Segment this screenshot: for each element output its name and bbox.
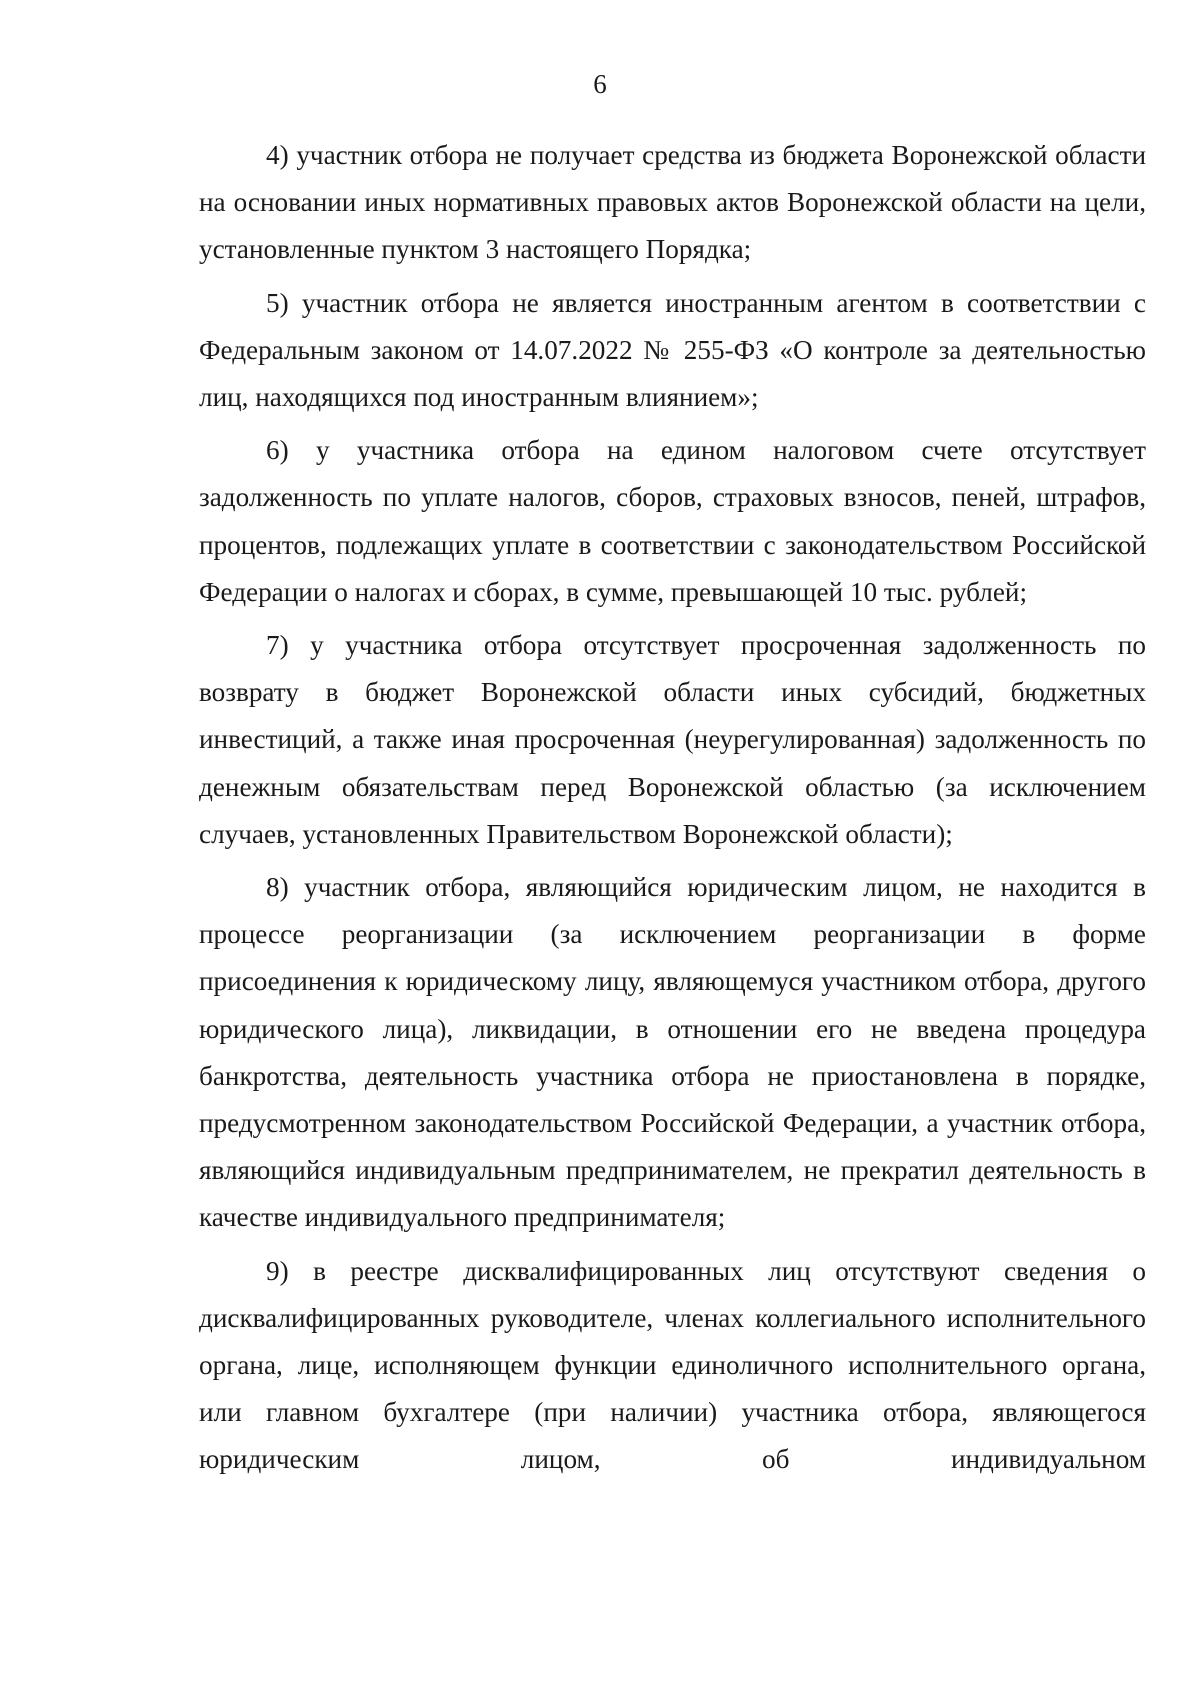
paragraph-item-9: 9) в реестре дисквалифицированных лиц отсутствуют сведения о дисквалифицированных руководителе, членах коллегиального исполнительного органа, лице, исполняющем функции единоличного исполнительного органа, или главном бухгалтере (при наличии) участника отбора, являющегося юридическим лицом, об индивидуальном [199, 1255, 1146, 1475]
paragraph-item-6: 6) у участника отбора на едином налоговом счете отсутствует задолженность по уплате налогов, сборов, страховых взносов, пеней, штрафов, процентов, подлежащих уплате в соответствии с законодательством Российской Федерации о налогах и сборах, в сумме, превышающей 10 тыс. рублей; [199, 435, 1146, 607]
paragraph-item-5: 5) участник отбора не является иностранным агентом в соответствии с Федеральным законом от 14.07.2022 № 255-ФЗ «О контроле за деятельностью лиц, находящихся под иностранным влиянием»; [199, 287, 1146, 413]
document-body [199, 132, 1146, 1484]
paragraph-item-8: 8) участник отбора, являющийся юридическим лицом, не находится в процессе реорганизации (за исключением реорганизации в форме присоединения к юридическому лицу, являющемуся участником отбора, другого юридического лица), ликвидации, в отношении его не введена процедура банкротства, деятельность участника отбора не приостановлена в порядке, предусмотренном законодательством Российской Федерации, а участник отбора, являющийся индивидуальным предпринимателем, не прекратил деятельность в качестве индивидуального предпринимателя; [199, 872, 1146, 1233]
paragraph-item-4: 4) участник отбора не получает средства из бюджета Воронежской области на основании иных нормативных правовых актов Воронежской области на цели, установленные пунктом 3 настоящего Порядка; [199, 140, 1146, 265]
paragraph-item-7: 7) у участника отбора отсутствует просроченная задолженность по возврату в бюджет Воронежской области иных субсидий, бюджетных инвестиций, а также иная просроченная (неурегулированная) задолженность по денежным обязательствам перед Воронежской областью (за исключением случаев, установленных Правительством Воронежской области); [199, 630, 1146, 849]
page-number: 6 [593, 69, 607, 99]
